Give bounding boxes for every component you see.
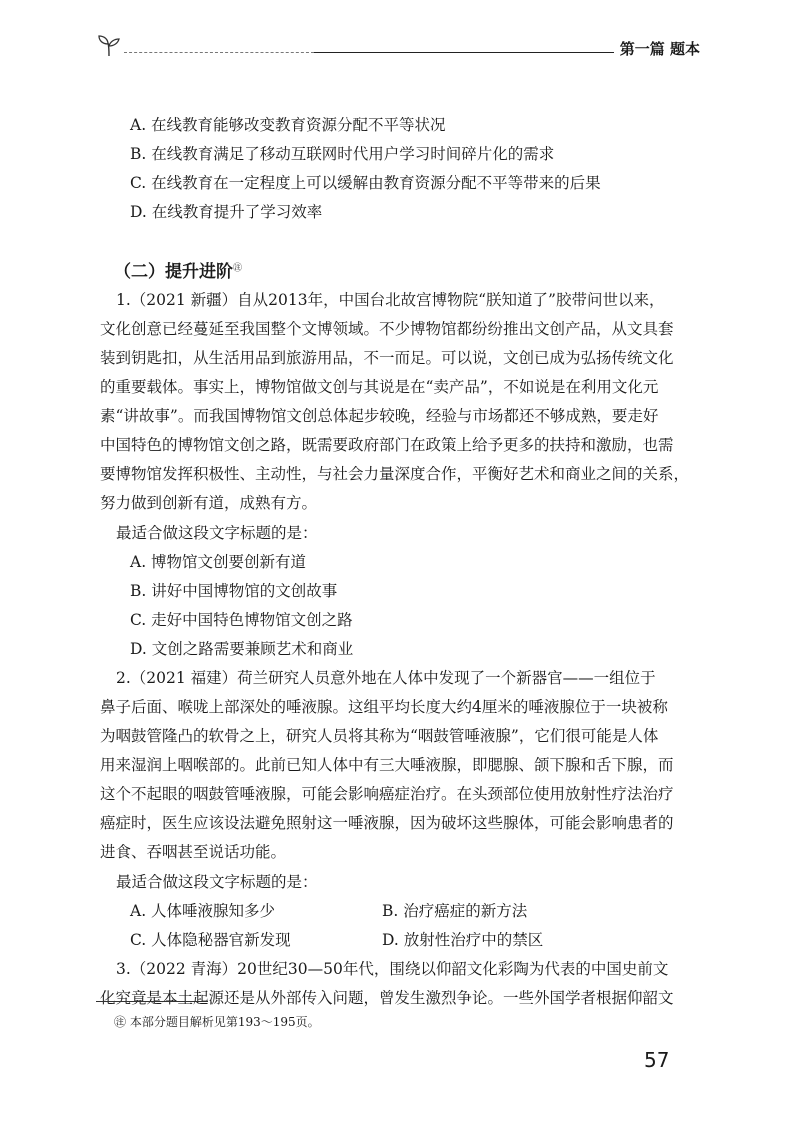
q1-line: 中国特色的博物馆文创之路，既需要政府部门在政策上给予更多的扶持和激励，也需 bbox=[100, 436, 674, 454]
q1-line: 1.（2021 新疆）自从2013年，中国台北故宫博物院“朕知道了”胶带问世以来， bbox=[116, 291, 665, 309]
q1-line: 努力做到创新有道，成熟有方。 bbox=[100, 494, 318, 512]
chapter-title: 第一篇 题本 bbox=[614, 38, 700, 59]
q1-line: 的重要载体。事实上，博物馆做文创与其说是在“卖产品”，不如说是在利用文化元 bbox=[100, 378, 659, 396]
q2-line: 用来湿润上咽喉部的。此前已知人体中有三大唾液腺，即腮腺、颌下腺和舌下腺，而 bbox=[100, 756, 674, 774]
running-header bbox=[96, 34, 700, 62]
option-c: C. 在线教育在一定程度上可以缓解由教育资源分配不平等带来的后果 bbox=[130, 174, 601, 192]
footnote-marker: ㊟ bbox=[233, 263, 243, 274]
q2-option-d: D. 放射性治疗中的禁区 bbox=[382, 931, 544, 949]
section-title: （二）提升进阶 bbox=[114, 262, 233, 282]
section-heading bbox=[114, 257, 242, 282]
footnote bbox=[114, 1013, 320, 1030]
sprout-icon bbox=[96, 34, 122, 58]
q1-line: 装到钥匙扣，从生活用品到旅游用品，不一而足。可以说，文创已成为弘扬传统文化 bbox=[100, 349, 674, 367]
q2-line: 为咽鼓管隆凸的软骨之上，研究人员将其称为“咽鼓管唾液腺”，它们很可能是人体 bbox=[100, 727, 659, 745]
q1-line: 素“讲故事”。而我国博物馆文创总体起步较晚，经验与市场都还不够成熟，要走好 bbox=[100, 407, 659, 425]
q2-line: 2.（2021 福建）荷兰研究人员意外地在人体中发现了一个新器官——一组位于 bbox=[116, 669, 656, 687]
q2-option-c: C. 人体隐秘器官新发现 bbox=[130, 931, 291, 949]
footnote-mark: ㊟ bbox=[114, 1015, 127, 1029]
q2-line: 鼻子后面、喉咙上部深处的唾液腺。这组平均长度大约4厘米的唾液腺位于一块被称 bbox=[100, 698, 668, 716]
q3-line: 化究竟是本土起源还是从外部传入问题，曾发生激烈争论。一些外国学者根据仰韶文 bbox=[100, 989, 674, 1007]
option-a: A. 在线教育能够改变教育资源分配不平等状况 bbox=[130, 116, 446, 134]
footnote-text: 本部分题目解析见第193～195页。 bbox=[129, 1015, 320, 1029]
q1-prompt: 最适合做这段文字标题的是： bbox=[116, 524, 318, 542]
q2-line: 癌症时，医生应该设法避免照射这一唾液腺，因为破坏这些腺体，可能会影响患者的 bbox=[100, 814, 674, 832]
q1-line: 文化创意已经蔓延至我国整个文博领域。不少博物馆都纷纷推出文创产品，从文具套 bbox=[100, 320, 674, 338]
footnote-rule bbox=[96, 1001, 208, 1002]
q1-option-d: D. 文创之路需要兼顾艺术和商业 bbox=[130, 640, 354, 658]
q2-line: 进食、吞咽甚至说话功能。 bbox=[100, 843, 287, 861]
q2-option-a: A. 人体唾液腺知多少 bbox=[130, 902, 276, 920]
q3-line: 3.（2022 青海）20世纪30—50年代，围绕以仰韶文化彩陶为代表的中国史前文 bbox=[116, 960, 669, 978]
page-number: 57 bbox=[644, 1048, 670, 1072]
q2-prompt: 最适合做这段文字标题的是： bbox=[116, 873, 318, 891]
option-b: B. 在线教育满足了移动互联网时代用户学习时间碎片化的需求 bbox=[130, 145, 555, 163]
q1-option-b: B. 讲好中国博物馆的文创故事 bbox=[130, 582, 338, 600]
q2-line: 这个不起眼的咽鼓管唾液腺，可能会影响癌症治疗。在头颈部位使用放射性疗法治疗 bbox=[100, 785, 674, 803]
q1-option-c: C. 走好中国特色博物馆文创之路 bbox=[130, 611, 353, 629]
q2-option-b: B. 治疗癌症的新方法 bbox=[382, 902, 528, 920]
header-dotted-rule bbox=[124, 52, 314, 53]
q1-option-a: A. 博物馆文创要创新有道 bbox=[130, 553, 307, 571]
option-d: D. 在线教育提升了学习效率 bbox=[130, 203, 323, 221]
q1-line: 要博物馆发挥积极性、主动性，与社会力量深度合作，平衡好艺术和商业之间的关系， bbox=[100, 465, 690, 483]
